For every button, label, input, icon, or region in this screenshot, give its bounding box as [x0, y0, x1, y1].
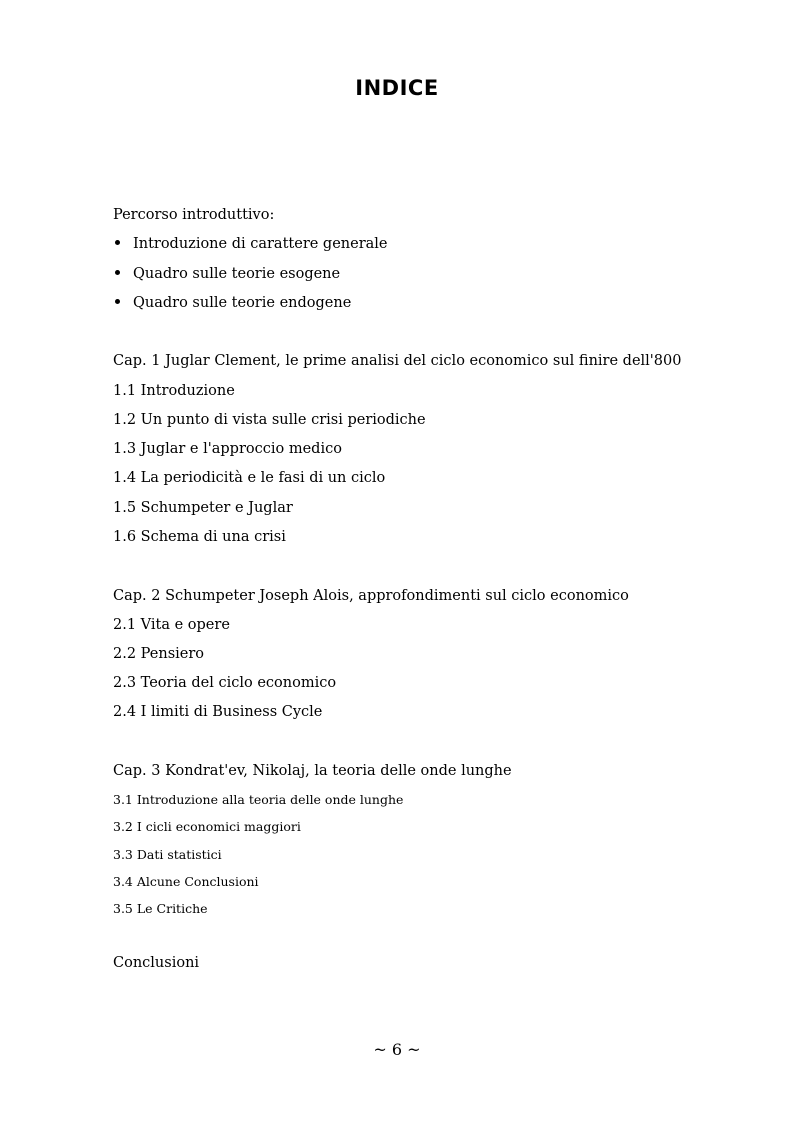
toc-entry: 1.5 Schumpeter e Juglar	[113, 500, 293, 516]
list-item	[113, 234, 388, 254]
toc-entry: 3.1 Introduzione alla teoria delle onde lunghe	[113, 792, 404, 807]
toc-entry: 3.3 Dati statistici	[113, 847, 222, 862]
conclusion-heading: Conclusioni	[113, 955, 200, 971]
toc-entry: 1.1 Introduzione	[113, 383, 235, 399]
list-item-label: Quadro sulle teorie endogene	[133, 295, 352, 311]
list-item	[113, 293, 351, 313]
list-item-label: Introduzione di carattere generale	[133, 236, 388, 252]
bullet-icon	[115, 270, 120, 275]
list-item-label: Quadro sulle teorie esogene	[133, 266, 341, 282]
bullet-icon	[115, 240, 120, 245]
bullet-icon	[115, 299, 120, 304]
chapter-heading: Cap. 3 Kondrat'ev, Nikolaj, la teoria delle onde lunghe	[113, 763, 512, 779]
intro-heading: Percorso introduttivo:	[113, 207, 275, 223]
toc-entry: 2.1 Vita e opere	[113, 617, 230, 633]
toc-entry: 3.4 Alcune Conclusioni	[113, 874, 259, 889]
toc-entry: 1.6 Schema di una crisi	[113, 529, 286, 545]
toc-entry: 1.2 Un punto di vista sulle crisi periodiche	[113, 412, 426, 428]
toc-entry: 2.4 I limiti di Business Cycle	[113, 704, 323, 720]
toc-entry: 3.2 I cicli economici maggiori	[113, 819, 301, 834]
toc-entry: 1.3 Juglar e l'approccio medico	[113, 441, 342, 457]
page-title: INDICE	[355, 76, 439, 100]
toc-entry: 3.5 Le Critiche	[113, 901, 208, 916]
toc-entry: 1.4 La periodicità e le fasi di un ciclo	[113, 470, 386, 486]
list-item	[113, 264, 340, 284]
chapter-heading: Cap. 2 Schumpeter Joseph Alois, approfondimenti sul ciclo economico	[113, 588, 629, 604]
toc-entry: 2.2 Pensiero	[113, 646, 205, 662]
toc-entry: 2.3 Teoria del ciclo economico	[113, 675, 337, 691]
chapter-heading: Cap. 1 Juglar Clement, le prime analisi del ciclo economico sul finire dell'800	[113, 353, 682, 369]
page-number: ~ 6 ~	[373, 1040, 421, 1059]
